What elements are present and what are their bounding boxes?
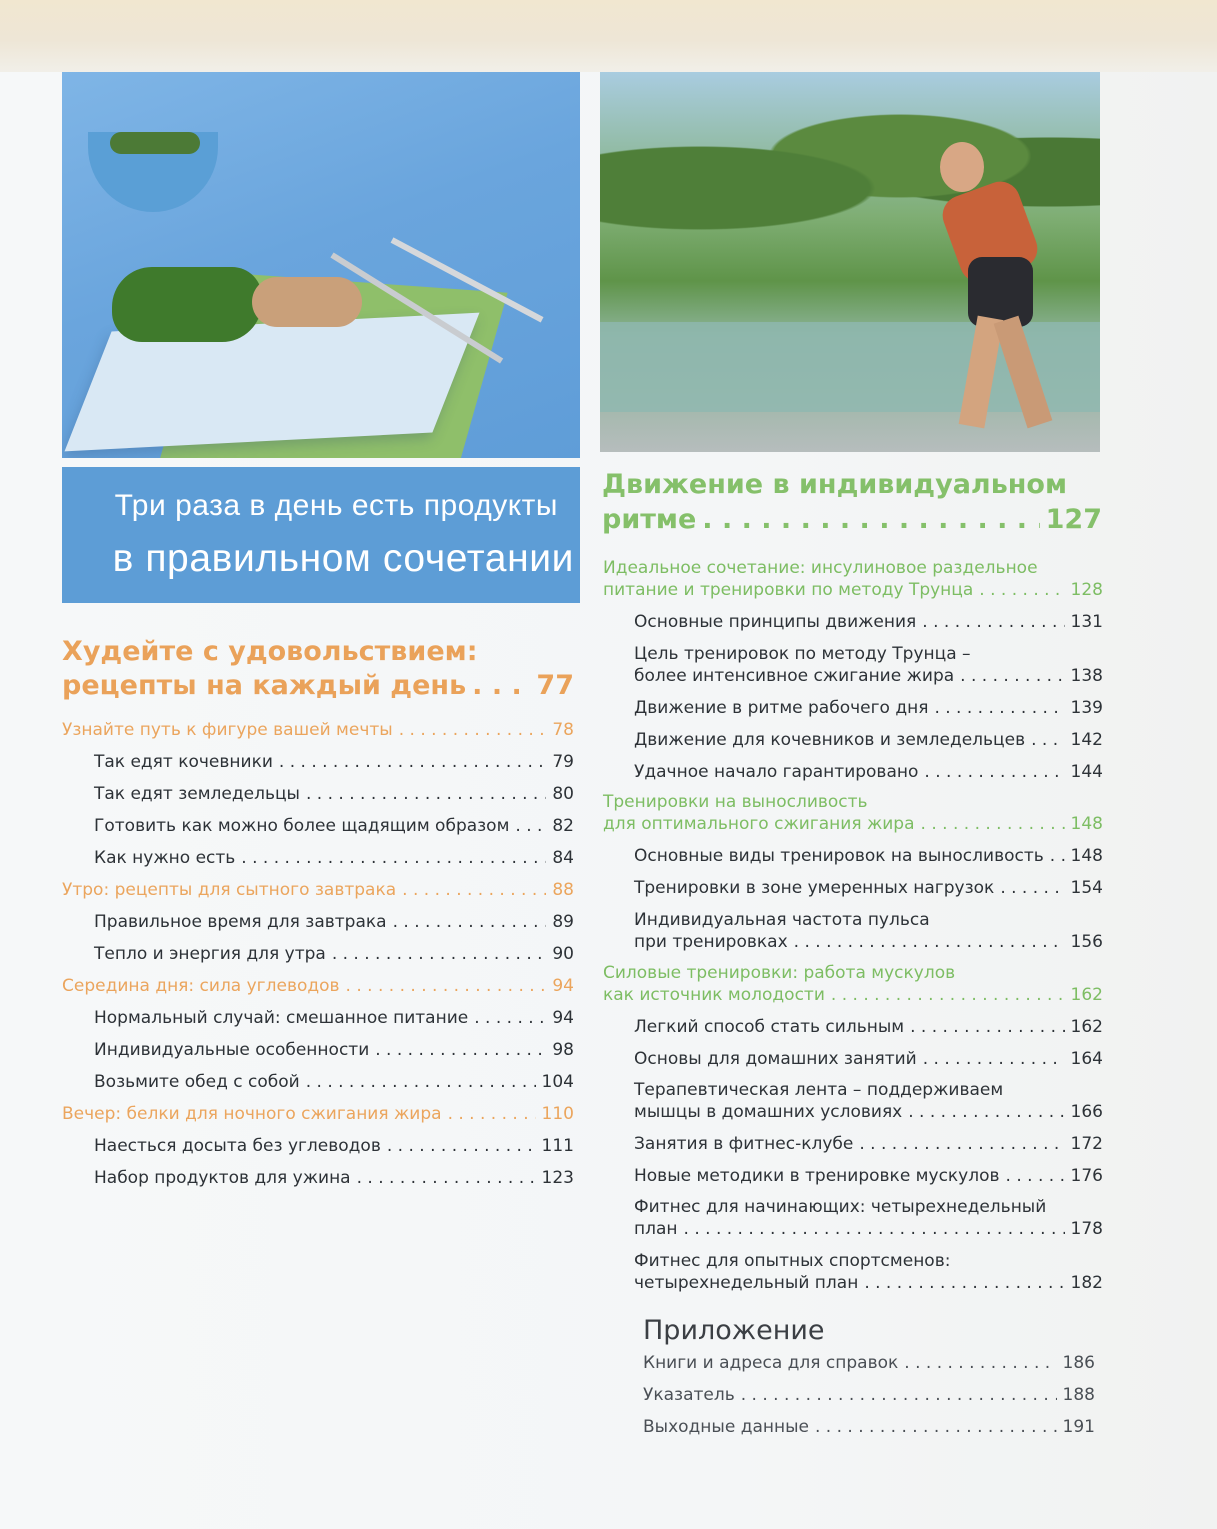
leader-dots <box>684 1218 1065 1240</box>
page-number: 162 <box>1070 1017 1103 1037</box>
page-number: 77 <box>536 670 574 701</box>
leader-dots <box>332 943 547 965</box>
toc-text: Тепло и энергия для утра <box>94 944 326 964</box>
page-number: 78 <box>552 720 574 740</box>
toc-entry-line[interactable]: Индивидуальная частота пульса <box>634 910 930 930</box>
toc-text: для оптимального сжигания жира <box>603 814 915 834</box>
toc-entry[interactable] <box>94 751 574 773</box>
page-number: 164 <box>1070 1049 1103 1069</box>
toc-entry[interactable] <box>634 665 1103 687</box>
toc-entry[interactable] <box>634 761 1103 783</box>
leader-dots <box>474 1007 546 1029</box>
right-chapter-heading-line-2: ритме <box>602 504 697 535</box>
leader-dots <box>357 1167 536 1189</box>
meat-slice <box>252 277 362 327</box>
leader-dots <box>472 668 530 704</box>
toc-entry[interactable] <box>94 943 574 965</box>
leader-dots <box>375 1039 546 1061</box>
page-number: 79 <box>552 752 574 772</box>
appendix-entry[interactable] <box>643 1384 1095 1406</box>
toc-entry[interactable] <box>634 1218 1103 1240</box>
toc-text: Утро: рецепты для сытного завтрака <box>62 880 397 900</box>
leader-dots <box>515 815 546 837</box>
toc-text: как источник молодости <box>603 985 825 1005</box>
toc-text: Выходные данные <box>643 1417 809 1437</box>
leader-dots <box>279 751 546 773</box>
leader-dots <box>1031 729 1064 751</box>
toc-text: Возьмите обед с собой <box>94 1072 300 1092</box>
toc-entry[interactable] <box>94 1039 574 1061</box>
leader-dots <box>346 975 547 997</box>
toc-text: Готовить как можно более щадящим образом <box>94 816 510 836</box>
page-number: 186 <box>1062 1353 1095 1373</box>
toc-section-line[interactable]: Тренировки на выносливость <box>603 792 868 812</box>
leader-dots <box>387 1135 536 1157</box>
page-number: 166 <box>1070 1102 1103 1122</box>
leader-dots <box>815 1416 1057 1438</box>
page-number: 142 <box>1070 730 1103 750</box>
toc-section-line[interactable]: Силовые тренировки: работа мускулов <box>603 963 956 983</box>
toc-section[interactable] <box>603 813 1103 835</box>
toc-text: мышцы в домашних условиях <box>634 1102 903 1122</box>
toc-entry[interactable] <box>94 815 574 837</box>
bowl-greens <box>110 132 200 154</box>
toc-entry[interactable] <box>94 1007 574 1029</box>
page-number: 98 <box>552 1040 574 1060</box>
toc-text: Узнайте путь к фигуре вашей мечты <box>62 720 393 740</box>
toc-text: Как нужно есть <box>94 848 236 868</box>
page-number: 110 <box>541 1104 574 1124</box>
page-number: 148 <box>1070 846 1103 866</box>
page-number: 191 <box>1062 1417 1095 1437</box>
page-number: 188 <box>1062 1385 1095 1405</box>
leader-dots <box>859 1133 1064 1155</box>
toc-text: Основные принципы движения <box>634 612 917 632</box>
toc-entry[interactable] <box>94 1135 574 1157</box>
toc-entry[interactable] <box>634 1016 1103 1038</box>
toc-entry[interactable] <box>634 931 1103 953</box>
skater-photo <box>600 72 1100 452</box>
page-number: 138 <box>1070 666 1103 686</box>
toc-section[interactable] <box>603 984 1103 1006</box>
page-number: 111 <box>541 1136 574 1156</box>
toc-entry-line[interactable]: Фитнес для опытных спортсменов: <box>634 1251 951 1271</box>
toc-entry[interactable] <box>94 911 574 933</box>
toc-entry-line[interactable]: Терапевтическая лента – поддерживаем <box>634 1080 1004 1100</box>
toc-text: Середина дня: сила углеводов <box>62 976 340 996</box>
toc-text: Движение в ритме рабочего дня <box>634 698 929 718</box>
page-number: 80 <box>552 784 574 804</box>
leader-dots <box>1050 845 1065 867</box>
toc-text: Вечер: белки для ночного сжигания жира <box>62 1104 442 1124</box>
toc-entry[interactable] <box>634 729 1103 751</box>
page-number: 148 <box>1070 814 1103 834</box>
appendix-entry[interactable] <box>643 1352 1095 1374</box>
page-number: 104 <box>541 1072 574 1092</box>
toc-section[interactable] <box>62 719 574 741</box>
skater-head <box>940 142 984 192</box>
toc-section[interactable] <box>62 1103 574 1125</box>
leader-dots <box>904 1352 1056 1374</box>
leader-dots <box>241 847 546 869</box>
page-number: 82 <box>552 816 574 836</box>
food-photo <box>62 72 580 458</box>
page-number: 176 <box>1070 1166 1103 1186</box>
page-number: 89 <box>552 912 574 932</box>
leader-dots <box>910 1016 1064 1038</box>
leader-dots <box>402 879 546 901</box>
leader-dots <box>960 665 1064 687</box>
toc-entry[interactable] <box>634 1101 1103 1123</box>
leader-dots <box>921 813 1065 835</box>
appendix-title: Приложение <box>643 1315 825 1346</box>
toc-text: четырехнедельный план <box>634 1273 859 1293</box>
page-number: 84 <box>552 848 574 868</box>
toc-text: Новые методики в тренировке мускулов <box>634 1166 1000 1186</box>
leader-dots <box>979 579 1064 601</box>
toc-text: Индивидуальные особенности <box>94 1040 370 1060</box>
page-number: 94 <box>552 976 574 996</box>
toc-text: Книги и адреса для справок <box>643 1353 899 1373</box>
leader-dots <box>393 911 547 933</box>
leader-dots <box>908 1101 1064 1123</box>
appendix-entry[interactable] <box>643 1416 1095 1438</box>
left-chapter-heading[interactable] <box>62 668 574 704</box>
page-number: 172 <box>1070 1134 1103 1154</box>
page-number: 144 <box>1070 762 1103 782</box>
leader-dots <box>306 1071 536 1093</box>
page-number: 131 <box>1070 612 1103 632</box>
chapter-banner <box>62 467 580 603</box>
page-number: 154 <box>1070 878 1103 898</box>
leader-dots <box>1006 1165 1065 1187</box>
toc-text: Указатель <box>643 1385 735 1405</box>
leader-dots <box>831 984 1065 1006</box>
leader-dots <box>923 1048 1065 1070</box>
toc-entry[interactable] <box>94 783 574 805</box>
leader-dots <box>306 783 546 805</box>
page-number: 127 <box>1045 504 1102 535</box>
right-chapter-heading[interactable] <box>602 502 1102 538</box>
toc-entry[interactable] <box>634 611 1103 633</box>
page-number: 128 <box>1070 580 1103 600</box>
toc-text: Так едят земледельцы <box>94 784 300 804</box>
toc-text: Движение для кочевников и земледельцев <box>634 730 1026 750</box>
leader-dots <box>794 931 1065 953</box>
left-chapter-heading-line-1: Худейте с удовольствием: <box>62 636 478 667</box>
banner-line-2: в правильном сочетании <box>112 537 574 580</box>
toc-text: Наесться досыта без углеводов <box>94 1136 381 1156</box>
toc-text: питание и тренировки по методу Трунца <box>603 580 974 600</box>
toc-text: Легкий способ стать сильным <box>634 1017 905 1037</box>
toc-entry-line[interactable]: Фитнес для начинающих: четырехнедельный <box>634 1197 1047 1217</box>
page-number: 178 <box>1070 1219 1103 1239</box>
leader-dots <box>1000 877 1064 899</box>
page-number: 88 <box>552 880 574 900</box>
toc-entry[interactable] <box>94 1071 574 1093</box>
toc-text: Основы для домашних занятий <box>634 1049 917 1069</box>
leader-dots <box>934 697 1064 719</box>
leader-dots <box>399 719 547 741</box>
right-chapter-heading-line-1: Движение в индивидуальном <box>602 469 1068 500</box>
toc-text: Занятия в фитнес-клубе <box>634 1134 854 1154</box>
leader-dots <box>864 1272 1064 1294</box>
toc-entry[interactable] <box>94 1167 574 1189</box>
broccoli <box>112 267 262 342</box>
toc-text: Основные виды тренировок на выносливость <box>634 846 1044 866</box>
toc-section[interactable] <box>62 975 574 997</box>
toc-text: план <box>634 1219 678 1239</box>
page-number: 139 <box>1070 698 1103 718</box>
toc-entry[interactable] <box>634 1133 1103 1155</box>
banner-line-1: Три раза в день есть продукты <box>114 489 558 522</box>
toc-section[interactable] <box>603 579 1103 601</box>
leader-dots <box>924 761 1064 783</box>
toc-text: при тренировках <box>634 932 788 952</box>
toc-entry[interactable] <box>634 877 1103 899</box>
page-number: 182 <box>1070 1273 1103 1293</box>
toc-entry[interactable] <box>634 1272 1103 1294</box>
toc-text: более интенсивное сжигание жира <box>634 666 955 686</box>
toc-entry[interactable] <box>94 847 574 869</box>
toc-entry[interactable] <box>634 1048 1103 1070</box>
skater-figure <box>930 132 1040 432</box>
toc-text: Правильное время для завтрака <box>94 912 387 932</box>
toc-entry[interactable] <box>634 1165 1103 1187</box>
toc-text: Набор продуктов для ужина <box>94 1168 351 1188</box>
toc-entry[interactable] <box>634 697 1103 719</box>
leader-dots <box>448 1103 536 1125</box>
leader-dots <box>741 1384 1057 1406</box>
page-number: 162 <box>1070 985 1103 1005</box>
toc-text: Нормальный случай: смешанное питание <box>94 1008 469 1028</box>
left-chapter-heading-line-2: рецепты на каждый день <box>62 670 467 701</box>
page-number: 90 <box>552 944 574 964</box>
toc-text: Удачное начало гарантировано <box>634 762 919 782</box>
leader-dots <box>922 611 1064 633</box>
toc-section-line[interactable]: Идеальное сочетание: инсулиновое раздельное <box>603 558 1038 578</box>
page-number: 156 <box>1070 932 1103 952</box>
leader-dots <box>702 502 1039 538</box>
page-number: 123 <box>541 1168 574 1188</box>
toc-section[interactable] <box>62 879 574 901</box>
page-number: 94 <box>552 1008 574 1028</box>
toc-text: Тренировки в зоне умеренных нагрузок <box>634 878 995 898</box>
toc-entry-line[interactable]: Цель тренировок по методу Трунца – <box>634 644 971 664</box>
toc-text: Так едят кочевники <box>94 752 273 772</box>
toc-entry[interactable] <box>634 845 1103 867</box>
